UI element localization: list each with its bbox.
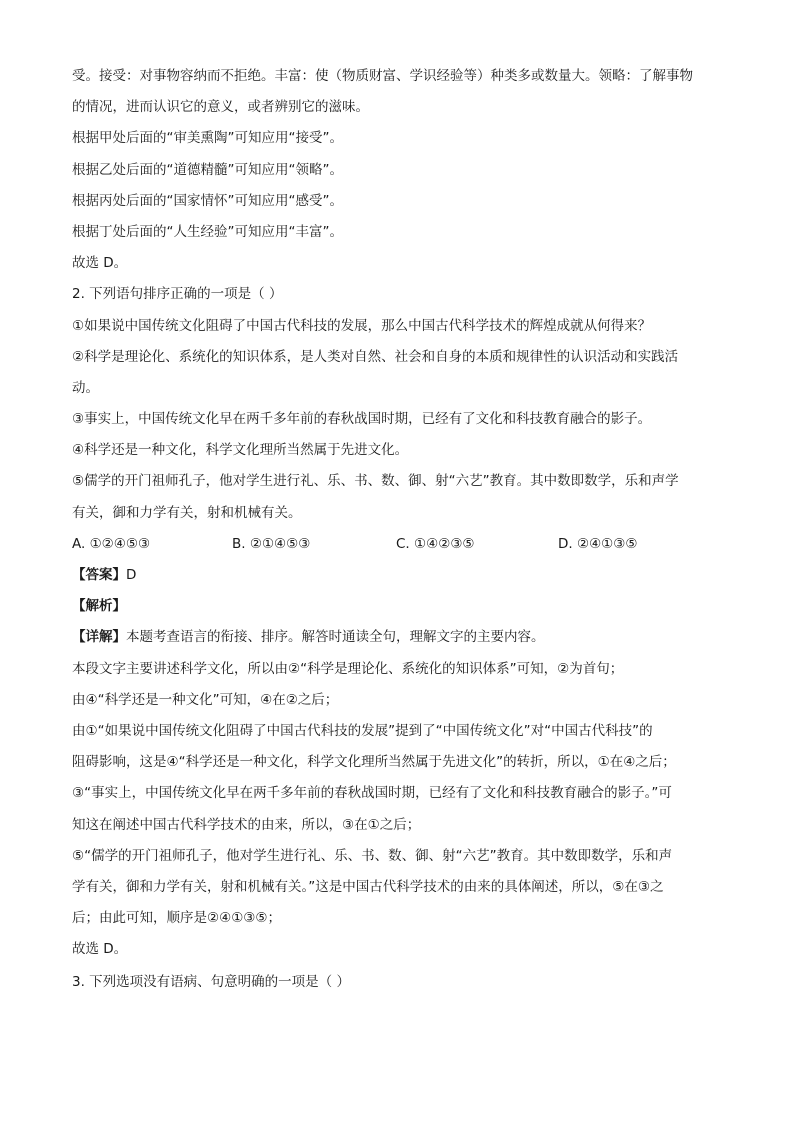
q2-options [72, 534, 724, 555]
q2-option-c: C. ①④②③⑤ [396, 535, 475, 552]
answer-value: D [126, 567, 137, 583]
q1-explanation-line: 根据乙处后面的“道德精髓”可知应用“领略”。 [72, 161, 343, 178]
q2-explanation-line: ③“事实上，中国传统文化早在两千多年前的春秋战国时期，已经有了文化和科技教育融合的影子。”可 [72, 785, 672, 802]
q2-sentence-4: ④科学还是一种文化，科学文化理所当然属于先进文化。 [72, 442, 409, 459]
detail-tag: 【详解】 [72, 629, 126, 646]
q2-option-a: A. ①②④⑤③ [72, 535, 151, 552]
q3-stem: 3. 下列选项没有语病、句意明确的一项是（ ） [72, 974, 350, 991]
q1-explanation-line: 受。接受：对事物容纳而不拒绝。丰富：使（物质财富、学识经验等）种类多或数量大。领略：了解事物 [72, 68, 693, 84]
detail-intro: 本题考查语言的衔接、排序。解答时通读全句，理解文字的主要内容。 [126, 629, 545, 646]
page-content [72, 66, 724, 1003]
q2-stem: 2. 下列语句排序正确的一项是（ ） [72, 286, 283, 303]
analysis-tag: 【解析】 [72, 598, 126, 615]
q2-sentence-5-cont: 有关，御和力学有关，射和机械有关。 [72, 504, 302, 521]
q2-explanation-line: 由①“如果说中国传统文化阻碍了中国古代科技的发展”提到了“中国传统文化”对“中国古代科技”的 [72, 722, 653, 739]
q2-sentence-2-cont: 动。 [72, 379, 99, 396]
q2-option-d: D. ②④①③⑤ [558, 535, 638, 552]
q1-explanation-line: 根据甲处后面的“审美熏陶”可知应用“接受”。 [72, 130, 343, 147]
q2-explanation-line: ⑤“儒学的开门祖师孔子，他对学生进行礼、乐、书、数、御、射“六艺”教育。其中数即数学，乐和声 [72, 847, 673, 864]
q2-explanation-line: 知这在阐述中国古代科学技术的由来，所以，③在①之后； [72, 816, 421, 833]
q2-explanation-line: 后；由此可知，顺序是②④①③⑤； [72, 910, 282, 927]
q2-explanation-line: 本段文字主要讲述科学文化，所以由②“科学是理论化、系统化的知识体系”可知，②为首句； [72, 660, 624, 677]
q2-sentence-2: ②科学是理论化、系统化的知识体系，是人类对自然、社会和自身的本质和规律性的认识活动和实践活 [72, 348, 679, 365]
q2-conclusion: 故选 D。 [72, 941, 128, 958]
q2-explanation-line: 由④“科学还是一种文化”可知，④在②之后； [72, 691, 339, 708]
q2-sentence-5: ⑤儒学的开门祖师孔子，他对学生进行礼、乐、书、数、御、射“六艺”教育。其中数即数学，乐和声学 [72, 473, 679, 490]
q2-sentence-1: ①如果说中国传统文化阻碍了中国古代科技的发展，那么中国古代科学技术的辉煌成就从何得来？ [72, 317, 652, 334]
q2-detail [72, 627, 724, 648]
q2-sentence-3: ③事实上，中国传统文化早在两千多年前的春秋战国时期，已经有了文化和科技教育融合的影子。 [72, 411, 652, 428]
q1-conclusion: 故选 D。 [72, 255, 128, 272]
q1-explanation-line: 根据丙处后面的“国家情怀”可知应用“感受”。 [72, 192, 343, 209]
q2-option-b: B. ②①④⑤③ [232, 535, 311, 552]
q1-explanation-line: 的情况，进而认识它的意义，或者辨别它的滋味。 [72, 99, 369, 116]
q2-answer [72, 565, 724, 586]
q1-explanation-line: 根据丁处后面的“人生经验”可知应用“丰富”。 [72, 223, 343, 240]
q2-explanation-line: 阻碍影响，这是④“科学还是一种文化，科学文化理所当然属于先进文化”的转折，所以，①在④之后； [72, 754, 676, 771]
answer-tag: 【答案】 [72, 567, 126, 583]
q2-explanation-line: 学有关，御和力学有关，射和机械有关。”这是中国古代科学技术的由来的具体阐述，所以，⑤在③之 [72, 878, 664, 895]
q2-analysis [72, 596, 724, 617]
